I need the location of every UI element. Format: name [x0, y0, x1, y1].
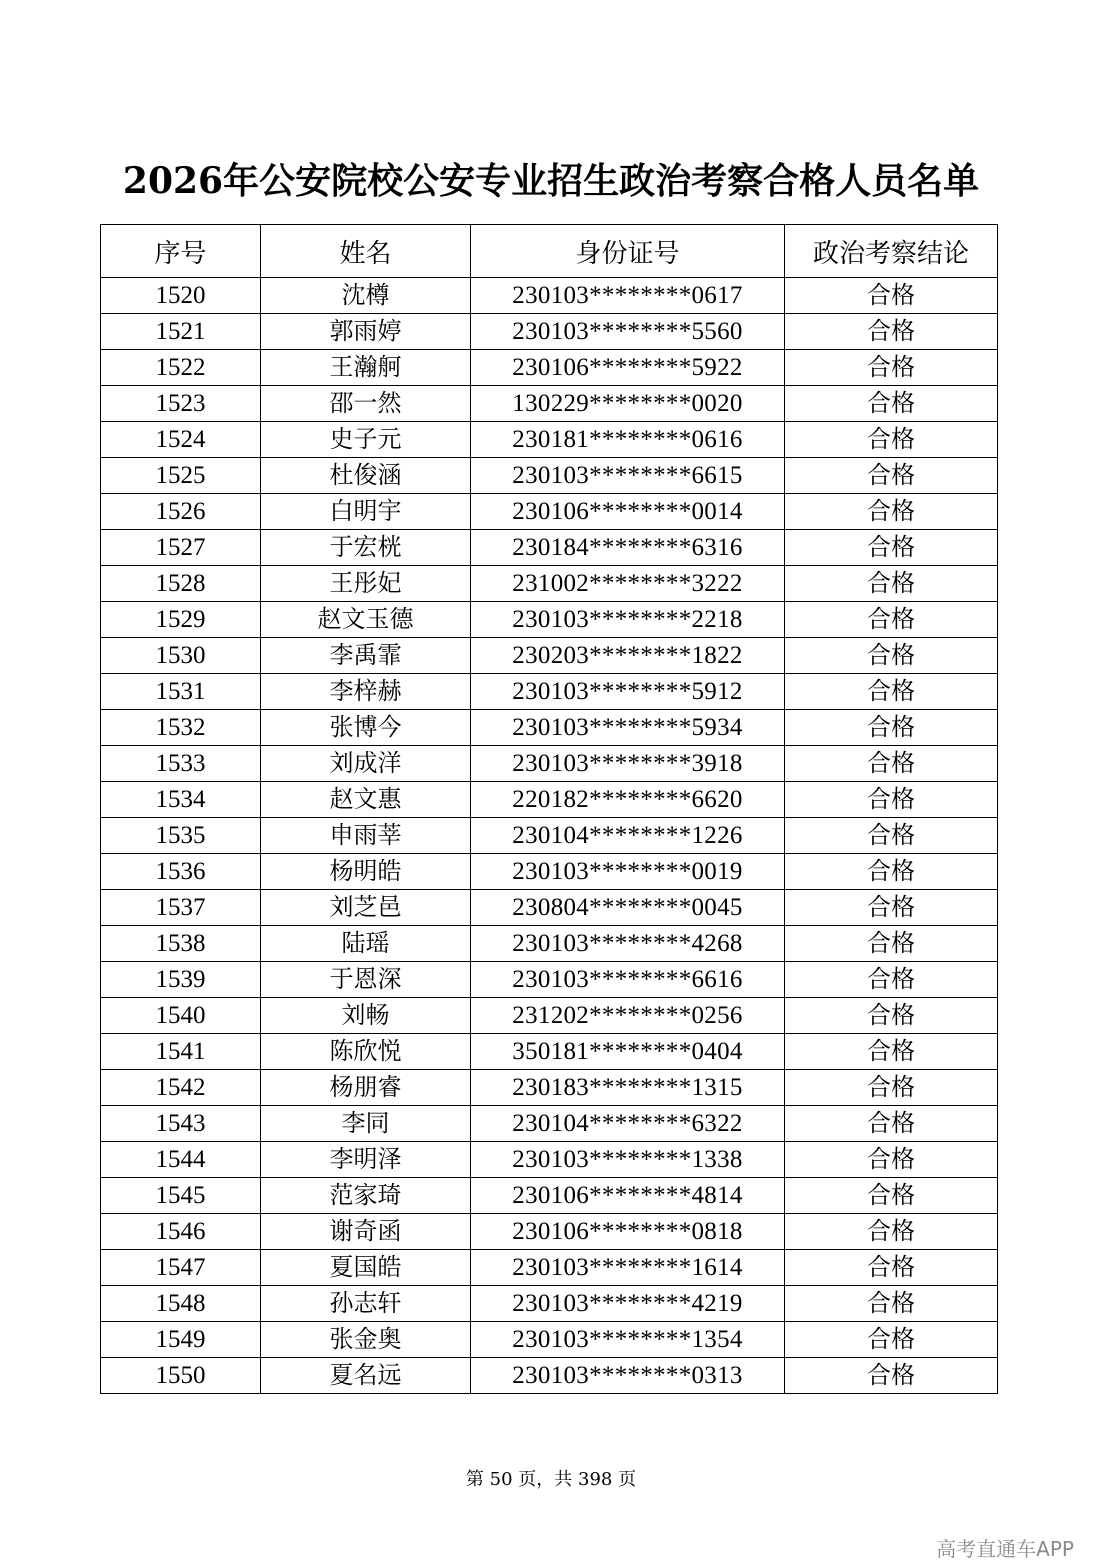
cell-seq: 1543	[101, 1106, 261, 1142]
table-row	[101, 314, 998, 350]
cell-id-number: 230103********4219	[471, 1286, 785, 1322]
cell-conclusion: 合格	[785, 566, 998, 602]
cell-seq: 1520	[101, 278, 261, 314]
cell-name: 郭雨婷	[261, 314, 471, 350]
header-conclusion: 政治考察结论	[785, 225, 998, 278]
cell-seq: 1544	[101, 1142, 261, 1178]
cell-id-number: 230103********1614	[471, 1250, 785, 1286]
cell-name: 张金奥	[261, 1322, 471, 1358]
cell-name: 杨明皓	[261, 854, 471, 890]
cell-seq: 1541	[101, 1034, 261, 1070]
cell-name: 王彤妃	[261, 566, 471, 602]
cell-id-number: 130229********0020	[471, 386, 785, 422]
table-row	[101, 1286, 998, 1322]
table-row	[101, 1106, 998, 1142]
cell-id-number: 230804********0045	[471, 890, 785, 926]
cell-id-number: 230184********6316	[471, 530, 785, 566]
table-row	[101, 1178, 998, 1214]
cell-seq: 1539	[101, 962, 261, 998]
cell-id-number: 230103********5560	[471, 314, 785, 350]
table-row	[101, 386, 998, 422]
cell-conclusion: 合格	[785, 890, 998, 926]
cell-id-number: 230103********3918	[471, 746, 785, 782]
table-row	[101, 458, 998, 494]
table-header-row	[101, 225, 998, 278]
table-row	[101, 1322, 998, 1358]
cell-seq: 1537	[101, 890, 261, 926]
cell-id-number: 230203********1822	[471, 638, 785, 674]
table-row	[101, 1070, 998, 1106]
cell-seq: 1526	[101, 494, 261, 530]
cell-seq: 1523	[101, 386, 261, 422]
cell-conclusion: 合格	[785, 926, 998, 962]
cell-id-number: 230103********0617	[471, 278, 785, 314]
cell-conclusion: 合格	[785, 386, 998, 422]
table-row	[101, 818, 998, 854]
watermark: 高考直通车APP	[936, 1537, 1074, 1561]
cell-conclusion: 合格	[785, 674, 998, 710]
cell-conclusion: 合格	[785, 1178, 998, 1214]
cell-id-number: 220182********6620	[471, 782, 785, 818]
cell-id-number: 350181********0404	[471, 1034, 785, 1070]
cell-name: 白明宇	[261, 494, 471, 530]
cell-id-number: 230106********4814	[471, 1178, 785, 1214]
cell-seq: 1547	[101, 1250, 261, 1286]
cell-seq: 1534	[101, 782, 261, 818]
cell-conclusion: 合格	[785, 530, 998, 566]
cell-seq: 1528	[101, 566, 261, 602]
cell-name: 李禹霏	[261, 638, 471, 674]
cell-seq: 1527	[101, 530, 261, 566]
cell-seq: 1536	[101, 854, 261, 890]
cell-name: 刘成洋	[261, 746, 471, 782]
table-row	[101, 350, 998, 386]
table-row	[101, 926, 998, 962]
cell-seq: 1548	[101, 1286, 261, 1322]
table-row	[101, 746, 998, 782]
table-row	[101, 1250, 998, 1286]
cell-name: 张博今	[261, 710, 471, 746]
cell-conclusion: 合格	[785, 1250, 998, 1286]
cell-id-number: 230183********1315	[471, 1070, 785, 1106]
table-row	[101, 710, 998, 746]
cell-name: 邵一然	[261, 386, 471, 422]
cell-conclusion: 合格	[785, 278, 998, 314]
cell-name: 谢奇函	[261, 1214, 471, 1250]
cell-seq: 1522	[101, 350, 261, 386]
page-footer: 第 50 页，共 398 页	[465, 1469, 637, 1490]
cell-conclusion: 合格	[785, 1286, 998, 1322]
table-row	[101, 674, 998, 710]
cell-id-number: 230103********1338	[471, 1142, 785, 1178]
cell-name: 夏名远	[261, 1358, 471, 1394]
table-row	[101, 998, 998, 1034]
cell-seq: 1531	[101, 674, 261, 710]
cell-conclusion: 合格	[785, 602, 998, 638]
header-name: 姓名	[261, 225, 471, 278]
cell-name: 夏国皓	[261, 1250, 471, 1286]
cell-id-number: 230106********0818	[471, 1214, 785, 1250]
table-row	[101, 890, 998, 926]
cell-conclusion: 合格	[785, 1322, 998, 1358]
cell-name: 刘畅	[261, 998, 471, 1034]
cell-seq: 1521	[101, 314, 261, 350]
table-row	[101, 1358, 998, 1394]
cell-name: 王瀚舸	[261, 350, 471, 386]
cell-conclusion: 合格	[785, 998, 998, 1034]
cell-id-number: 231002********3222	[471, 566, 785, 602]
cell-name: 范家琦	[261, 1178, 471, 1214]
cell-id-number: 230103********6615	[471, 458, 785, 494]
table-row	[101, 566, 998, 602]
roster-table	[100, 224, 998, 1394]
cell-seq: 1542	[101, 1070, 261, 1106]
cell-id-number: 230103********1354	[471, 1322, 785, 1358]
header-id-number: 身份证号	[471, 225, 785, 278]
cell-id-number: 230104********1226	[471, 818, 785, 854]
cell-seq: 1525	[101, 458, 261, 494]
cell-seq: 1530	[101, 638, 261, 674]
cell-conclusion: 合格	[785, 818, 998, 854]
cell-seq: 1545	[101, 1178, 261, 1214]
cell-id-number: 230103********0019	[471, 854, 785, 890]
cell-conclusion: 合格	[785, 1358, 998, 1394]
cell-name: 刘芝邑	[261, 890, 471, 926]
cell-name: 于恩深	[261, 962, 471, 998]
cell-name: 于宏桄	[261, 530, 471, 566]
cell-seq: 1524	[101, 422, 261, 458]
cell-seq: 1529	[101, 602, 261, 638]
table-row	[101, 422, 998, 458]
table-row	[101, 854, 998, 890]
cell-conclusion: 合格	[785, 1034, 998, 1070]
cell-id-number: 230104********6322	[471, 1106, 785, 1142]
cell-conclusion: 合格	[785, 314, 998, 350]
table-row	[101, 638, 998, 674]
cell-name: 史子元	[261, 422, 471, 458]
table-row	[101, 1034, 998, 1070]
cell-id-number: 230106********0014	[471, 494, 785, 530]
cell-name: 陈欣悦	[261, 1034, 471, 1070]
cell-name: 申雨莘	[261, 818, 471, 854]
cell-name: 陆瑶	[261, 926, 471, 962]
cell-seq: 1532	[101, 710, 261, 746]
cell-id-number: 230103********2218	[471, 602, 785, 638]
cell-id-number: 230106********5922	[471, 350, 785, 386]
cell-id-number: 230103********6616	[471, 962, 785, 998]
cell-seq: 1540	[101, 998, 261, 1034]
table-row	[101, 602, 998, 638]
cell-seq: 1546	[101, 1214, 261, 1250]
header-seq: 序号	[101, 225, 261, 278]
cell-name: 赵文玉德	[261, 602, 471, 638]
cell-name: 杜俊涵	[261, 458, 471, 494]
cell-seq: 1533	[101, 746, 261, 782]
table-row	[101, 530, 998, 566]
cell-seq: 1549	[101, 1322, 261, 1358]
table-row	[101, 1142, 998, 1178]
cell-conclusion: 合格	[785, 1070, 998, 1106]
cell-conclusion: 合格	[785, 422, 998, 458]
cell-conclusion: 合格	[785, 350, 998, 386]
cell-name: 孙志轩	[261, 1286, 471, 1322]
cell-name: 李梓赫	[261, 674, 471, 710]
cell-id-number: 230103********5934	[471, 710, 785, 746]
cell-conclusion: 合格	[785, 746, 998, 782]
cell-name: 沈樽	[261, 278, 471, 314]
cell-seq: 1538	[101, 926, 261, 962]
cell-conclusion: 合格	[785, 494, 998, 530]
table-body	[101, 278, 998, 1394]
cell-conclusion: 合格	[785, 1106, 998, 1142]
cell-id-number: 230103********4268	[471, 926, 785, 962]
cell-id-number: 230181********0616	[471, 422, 785, 458]
cell-name: 李明泽	[261, 1142, 471, 1178]
table-row	[101, 494, 998, 530]
cell-conclusion: 合格	[785, 710, 998, 746]
cell-conclusion: 合格	[785, 638, 998, 674]
table-row	[101, 962, 998, 998]
cell-conclusion: 合格	[785, 962, 998, 998]
cell-id-number: 230103********5912	[471, 674, 785, 710]
cell-conclusion: 合格	[785, 854, 998, 890]
cell-conclusion: 合格	[785, 1142, 998, 1178]
cell-id-number: 230103********0313	[471, 1358, 785, 1394]
cell-seq: 1535	[101, 818, 261, 854]
cell-name: 李同	[261, 1106, 471, 1142]
cell-name: 赵文惠	[261, 782, 471, 818]
cell-id-number: 231202********0256	[471, 998, 785, 1034]
table-row	[101, 1214, 998, 1250]
table-row	[101, 278, 998, 314]
cell-conclusion: 合格	[785, 458, 998, 494]
cell-conclusion: 合格	[785, 1214, 998, 1250]
cell-seq: 1550	[101, 1358, 261, 1394]
cell-conclusion: 合格	[785, 782, 998, 818]
cell-name: 杨朋睿	[261, 1070, 471, 1106]
document-title: 2026年公安院校公安专业招生政治考察合格人员名单	[122, 160, 980, 202]
table-row	[101, 782, 998, 818]
